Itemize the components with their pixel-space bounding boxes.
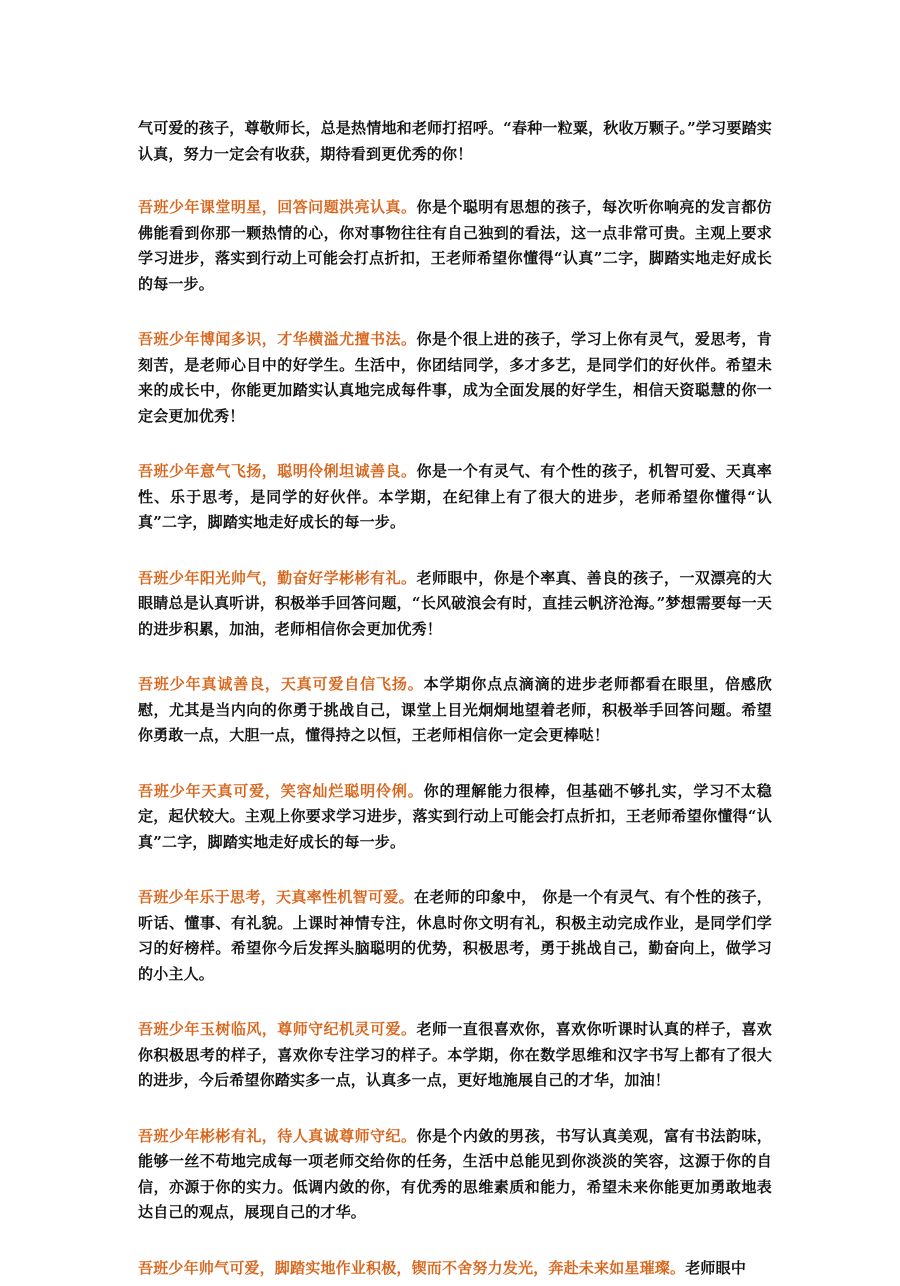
- comment-paragraph-3: [138, 327, 772, 429]
- comment-paragraph-8: [138, 885, 772, 987]
- comment-paragraph-9: [138, 1017, 772, 1094]
- comment-heading: 吾班少年博闻多识，才华横溢尤擅书法。: [138, 330, 417, 348]
- comment-heading: 吾班少年乐于思考，天真率性机智可爱。: [138, 888, 414, 906]
- comment-heading: 吾班少年课堂明星，回答问题洪亮认真。: [138, 198, 417, 216]
- comment-body: 气可爱的孩子，尊敬师长，总是热情地和老师打招呼。“春种一粒粟，秋收万颗子。”学习要踏实认真，努力一定会有收获，期待看到更优秀的你！: [138, 119, 772, 163]
- comment-body: 在老师的印象中， 你是一个有灵气、有个性的孩子，听话、懂事、有礼貌。上课时神情专注，休息时你文明有礼，积极主动完成作业，是同学们学习的好榜样。希望你今后发挥头脑聪明的优势，积极思考，勇于挑战自己，勤奋向上，做学习的小主人。: [138, 888, 772, 983]
- comment-paragraph-2: [138, 195, 772, 297]
- comment-paragraph-7: [138, 779, 772, 856]
- comment-body: 你的理解能力很棒，但基础不够扎实，学习不太稳定，起伏较大。主观上你要求学习进步，落实到行动上可能会打点折扣，王老师希望你懂得“认真”二字，脚踏实地走好成长的每一步。: [138, 781, 773, 851]
- comment-body: 老师一直很喜欢你，喜欢你听课时认真的样子，喜欢你积极思考的样子，喜欢你专注学习的样子。本学期，你在数学思维和汉字书写上都有了很大的进步，今后希望你踏实多一点，认真多一点，更好地施展自己的才华，加油！: [138, 1020, 773, 1089]
- comment-body: 你是个聪明有思想的孩子，每次听你响亮的发言都仿佛能看到你那一颗热情的心，你对事物往往有自己独到的看法，这一点非常可贵。主观上要求学习进步，落实到行动上可能会打点折扣，王老师希望你懂得“认真”二字，脚踏实地走好成长的每一步。: [138, 198, 773, 293]
- comment-paragraph-1: [138, 116, 772, 167]
- comment-heading: 吾班少年彬彬有礼，待人真诚尊师守纪。: [138, 1126, 417, 1145]
- comment-body: 你是个很上进的孩子，学习上你有灵气，爱思考，肯刻苦，是老师心目中的好学生。生活中，你团结同学，多才多艺，是同学们的好伙伴。希望未来的成长中，你能更加踏实认真地完成每件事，成为全面发展的好学生，相信天资聪慧的你一定会更加优秀！: [138, 330, 773, 425]
- comment-body: 老师眼中: [685, 1258, 747, 1277]
- comment-body: 你是个内敛的男孩，书写认真美观，富有书法韵味，能够一丝不苟地完成每一项老师交给你的任务，生活中总能见到你淡淡的笑容，这源于你的自信，亦源于你的实力。低调内敛的你，有优秀的思维素质和能力，希望未来你能更加勇敢地表达自己的观点，展现自己的才华。: [138, 1126, 773, 1221]
- comment-body: 本学期你点点滴滴的进步老师都看在眼里，倍感欣慰，尤其是当内向的你勇于挑战自己，课堂上目光炯炯地望着老师，积极举手回答问题。希望你勇敢一点，大胆一点，懂得持之以恒，王老师相信你一定会更棒哒！: [138, 675, 773, 744]
- comment-heading: 吾班少年阳光帅气，勤奋好学彬彬有礼。: [138, 568, 417, 587]
- comment-body: 你是一个有灵气、有个性的孩子，机智可爱、天真率性、乐于思考，是同学的好伙伴。本学期，在纪律上有了很大的进步，老师希望你懂得“认真”二字，脚踏实地走好成长的每一步。: [138, 462, 773, 531]
- comment-heading: 吾班少年玉树临风，尊师守纪机灵可爱。: [138, 1020, 417, 1038]
- comment-heading: 吾班少年意气飞扬，聪明伶俐坦诚善良。: [138, 462, 417, 480]
- comment-heading: 吾班少年天真可爱，笑容灿烂聪明伶俐。: [138, 781, 424, 800]
- comment-paragraph-5: [138, 566, 772, 643]
- comment-body: 老师眼中，你是个率真、善良的孩子，一双漂亮的大眼睛总是认真听讲，积极举手回答问题，“长风破浪会有时，直挂云帆济沧海。”梦想需要每一天的进步积累，加油，老师相信你会更加优秀！: [138, 568, 773, 638]
- comment-paragraph-10: [138, 1124, 772, 1226]
- comment-heading: 吾班少年真诚善良，天真可爱自信飞扬。: [138, 675, 424, 693]
- comment-paragraph-11: [138, 1256, 772, 1282]
- comment-paragraph-6: [138, 672, 772, 749]
- comment-paragraph-4: [138, 459, 772, 536]
- comment-heading: 吾班少年帅气可爱，脚踏实地作业积极，锲而不舍努力发光，奔赴未来如星璀璨。: [138, 1258, 686, 1277]
